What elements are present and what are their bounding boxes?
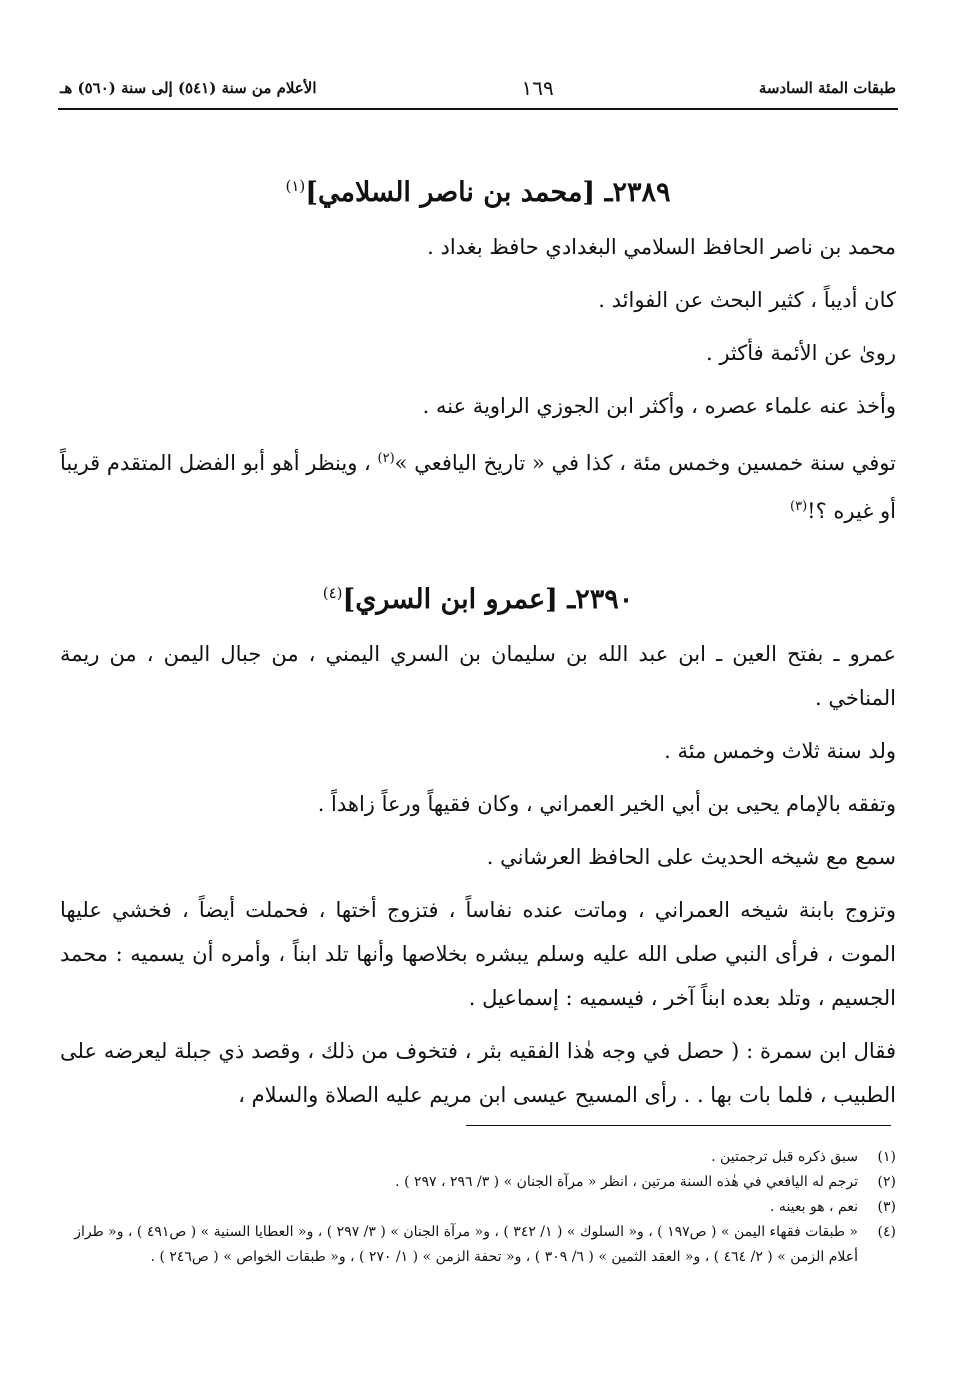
footnote-number: (٤) bbox=[877, 1224, 896, 1240]
paragraph-text: توفي سنة خمسين وخمس مئة ، كذا في « تاريخ اليافعي » bbox=[394, 451, 896, 475]
footnote-text: نعم ، هو بعينه . bbox=[770, 1199, 858, 1215]
paragraph-text: ، وينظر أهو أبو الفضل المتقدم قريباً أو غيره ؟! bbox=[60, 451, 896, 523]
entry-title: ٢٣٩٠ـ [عمرو ابن السري] bbox=[342, 584, 634, 615]
footnote bbox=[70, 1170, 896, 1195]
footnote-marker: (٤) bbox=[322, 584, 343, 602]
paragraph: كان أديباً ، كثير البحث عن الفوائد . bbox=[598, 288, 896, 312]
footnote-text: سبق ذكره قبل ترجمتين . bbox=[711, 1149, 858, 1165]
header-divider bbox=[58, 108, 898, 110]
footnote-marker: (١) bbox=[285, 177, 306, 195]
paragraph: محمد بن ناصر الحافظ السلامي البغدادي حافظ بغداد . bbox=[427, 235, 896, 259]
footnote-number: (٣) bbox=[877, 1199, 896, 1215]
entry-title: ٢٣٨٩ـ [محمد بن ناصر السلامي] bbox=[305, 177, 671, 208]
footnote-text: ترجم له اليافعي في هٰذه السنة مرتين ، انظر « مرآة الجنان » ( ٣/ ٢٩٦ ، ٢٩٧ ) . bbox=[395, 1174, 858, 1190]
paragraph: ولد سنة ثلاث وخمس مئة . bbox=[664, 739, 896, 763]
paragraph: وتفقه بالإمام يحيى بن أبي الخير العمراني ، وكان فقيهاً ورعاً زاهداً . bbox=[317, 792, 896, 816]
entry-heading-2389 bbox=[60, 160, 896, 219]
paragraph: عمرو ـ بفتح العين ـ ابن عبد الله بن سليمان بن السري اليمني ، من جبال اليمن ، من ريمة المناخي . bbox=[60, 642, 896, 710]
paragraph: وأخذ عنه علماء عصره ، وأكثر ابن الجوزي الراوية عنه . bbox=[422, 394, 896, 418]
footnote bbox=[70, 1145, 896, 1170]
footnote-number: (٢) bbox=[877, 1174, 896, 1190]
running-header bbox=[60, 70, 896, 106]
paragraph: سمع مع شيخه الحديث على الحافظ العرشاني . bbox=[486, 845, 896, 869]
paragraph: فقال ابن سمرة : ( حصل في وجه هٰذا الفقيه بثر ، فتخوف من ذلك ، وقصد ذي جبلة ليعرضه على الطبيب ، فلما بات بها . . رأى المسيح عيسى ابن مريم عليه الصلاة والسلام ، bbox=[60, 1039, 896, 1107]
paragraph: رویٰ عن الأئمة فأكثر . bbox=[705, 341, 896, 365]
footnote-number: (١) bbox=[877, 1149, 896, 1165]
entry-heading-2390 bbox=[60, 567, 896, 626]
paragraph: وتزوج بابنة شيخه العمراني ، وماتت عنده نفاساً ، فتزوج أختها ، فحملت أيضاً ، فخشي عليها الموت ، فرأى النبي صلى الله عليه وسلم يبشره بخلاصها وأنها تلد ابناً ، وأمره أن يسميه : محمد الجسيم ، وتلد بعده ابناً آخر ، فيسميه : إسماعيل . bbox=[60, 898, 896, 1010]
footnote-marker: (٢) bbox=[377, 451, 395, 466]
page-body bbox=[60, 160, 896, 1126]
footnote-marker: (٣) bbox=[790, 499, 808, 514]
footnote bbox=[70, 1195, 896, 1220]
footnote-text: « طبقات فقهاء اليمن » ( ص١٩٧ ) ، و« السلوك » ( ١/ ٣٤٢ ) ، و« مرآة الجنان » ( ٣/ ٢٩٧ ) ، و« العطايا السنية » ( ص٤٩١ ) ، و« طراز أعلام الزمن » ( ٢/ ٤٦٤ ) ، و« العقد الثمين » ( ٦/ ٣٠٩ ) ، و« تحفة الزمن » ( ١/ ٢٧٠ ) ، و« طبقات الخواص » ( ص٢٤٦ ) . bbox=[74, 1224, 858, 1265]
header-book-section: طبقات المئة السادسة bbox=[758, 79, 896, 97]
footnotes bbox=[70, 1145, 896, 1270]
paragraph bbox=[60, 437, 896, 533]
footnote-divider bbox=[466, 1125, 891, 1126]
header-year-range: الأعلام من سنة (٥٤١) إلى سنة (٥٦٠) هـ bbox=[60, 79, 317, 97]
page-number: ١٦٩ bbox=[521, 76, 554, 100]
footnote bbox=[70, 1220, 896, 1270]
